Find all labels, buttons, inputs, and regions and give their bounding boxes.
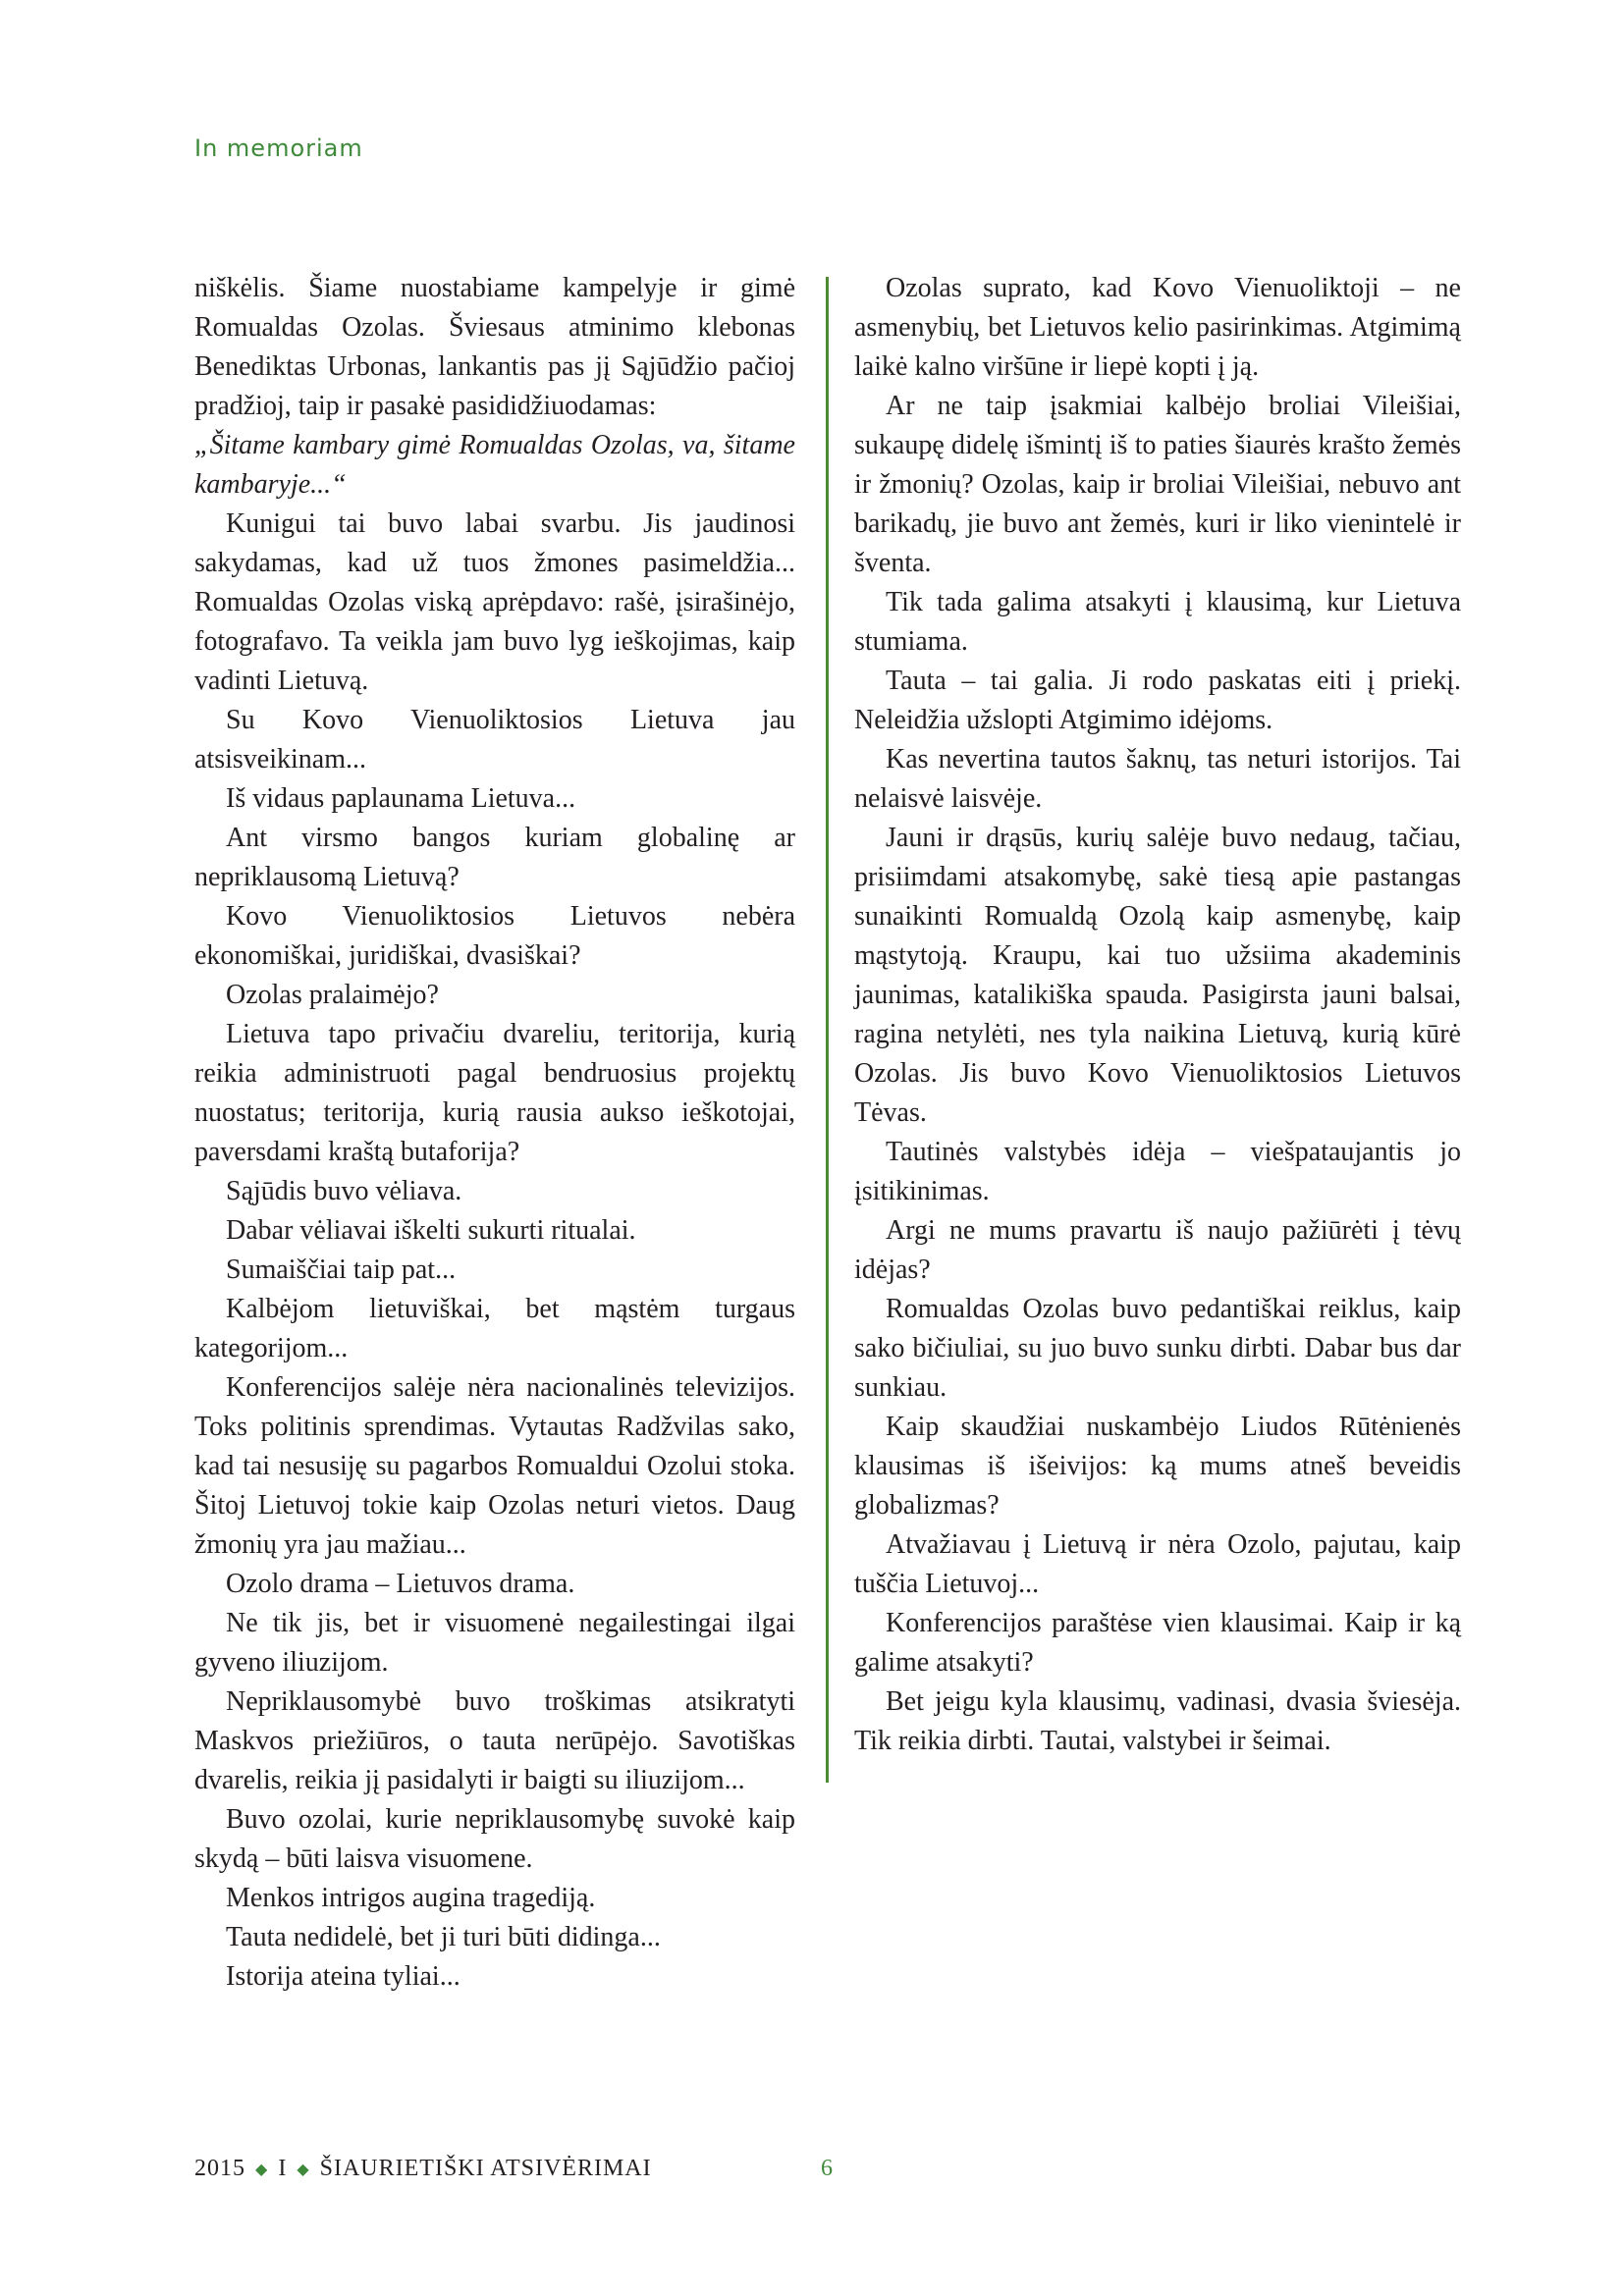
paragraph: Iš vidaus paplaunama Lietuva... xyxy=(226,783,576,814)
paragraph: Su Kovo Vienuoliktosios Lietuva jau atsisveikinam... xyxy=(194,705,795,774)
paragraph: Tauta nedidelė, bet ji turi būti didinga... xyxy=(226,1922,661,1952)
footer-year: 2015 xyxy=(194,2156,245,2181)
paragraph: Buvo ozolai, kurie nepriklausomybę suvokė kaip skydą – būti laisva visuomene. xyxy=(194,1804,795,1874)
paragraph: Ne tik jis, bet ir visuomenė negailestingai ilgai gyveno iliuzijom. xyxy=(194,1608,795,1678)
paragraph: Kovo Vienuoliktosios Lietuvos nebėra ekonomiškai, juridiškai, dvasiškai? xyxy=(194,901,795,971)
paragraph: Ozolas pralaimėjo? xyxy=(226,980,439,1010)
paragraph: Tik tada galima atsakyti į klausimą, kur Lietuva stumiama. xyxy=(854,587,1461,657)
paragraph: Romualdas Ozolas buvo pedantiškai reiklus, kaip sako bičiuliai, su juo buvo sunku dirbti. Dabar bus dar sunkiau. xyxy=(854,1294,1461,1403)
paragraph: Kaip skaudžiai nuskambėjo Liudos Rūtėnienės klausimas iš išeivijos: ką mums atneš beveidis globalizmas? xyxy=(854,1412,1461,1521)
diamond-icon: ◆ xyxy=(297,2161,310,2178)
paragraph: Ar ne taip įsakmiai kalbėjo broliai Vileišiai, sukaupę didelę išmintį iš to paties šiaurės krašto žemės ir žmonių? Ozolas, kaip ir broliai Vileišiai, nebuvo ant barikadų, jie buvo ant žemės, kuri ir liko vienintelė ir šventa. xyxy=(854,391,1461,578)
paragraph: Lietuva tapo privačiu dvareliu, teritorija, kurią reikia administruoti pagal bendruosius projektų nuostatus; teritorija, kurią rausia aukso ieškotojai, paversdami kraštą butaforija? xyxy=(194,1019,795,1167)
paragraph: Kas nevertina tautos šaknų, tas neturi istorijos. Tai nelaisvė laisvėje. xyxy=(854,744,1461,814)
left-text-column xyxy=(194,269,795,1997)
paragraph: Tauta – tai galia. Ji rodo paskatas eiti į priekį. Neleidžia užslopti Atgimimo idėjoms. xyxy=(854,666,1461,735)
footer-journal-title: ŠIAURIETIŠKI ATSIVĖRIMAI xyxy=(319,2156,652,2181)
paragraph: Sumaiščiai taip pat... xyxy=(226,1255,457,1285)
column-divider xyxy=(826,277,829,1783)
paragraph: Menkos intrigos augina tragediją. xyxy=(226,1883,596,1913)
diamond-icon: ◆ xyxy=(255,2161,269,2178)
paragraph: Istorija ateina tyliai... xyxy=(226,1961,460,1992)
paragraph: Dabar vėliavai iškelti sukurti ritualai. xyxy=(226,1215,636,1246)
paragraph: Nepriklausomybė buvo troškimas atsikratyti Maskvos priežiūros, o tauta nerūpėjo. Savotiškas dvarelis, reikia jį pasidalyti ir baigti su iliuzijom... xyxy=(194,1686,795,1795)
paragraph: Bet jeigu kyla klausimų, vadinasi, dvasia šviesėja. Tik reikia dirbti. Tautai, valstybei ir šeimai. xyxy=(854,1686,1461,1756)
section-header: In memoriam xyxy=(194,134,363,162)
paragraph: Kunigui tai buvo labai svarbu. Jis jaudinosi sakydamas, kad už tuos žmones pasimeldžia... Romualdas Ozolas viską aprėpdavo: rašė, įsirašinėjo, fotografavo. Ta veikla jam buvo lyg ieškojimas, kaip vadinti Lietuvą. xyxy=(194,508,795,696)
page-footer xyxy=(194,2156,834,2182)
page-number: 6 xyxy=(821,2156,834,2181)
paragraph: Kalbėjom lietuviškai, bet mąstėm turgaus kategorijom... xyxy=(194,1294,795,1363)
footer-issue: I xyxy=(278,2156,288,2181)
paragraph: Tautinės valstybės idėja – viešpataujantis jo įsitikinimas. xyxy=(854,1137,1461,1206)
paragraph: Ozolo drama – Lietuvos drama. xyxy=(226,1569,575,1599)
paragraph: „Šitame kambary gimė Romualdas Ozolas, va, šitame kambaryje...“ xyxy=(194,430,795,500)
paragraph: Konferencijos salėje nėra nacionalinės televizijos. Toks politinis sprendimas. Vytautas Radžvilas sako, kad tai nesusiję su pagarbos Romualdui Ozolui stoka. Šitoj Lietuvoj tokie kaip Ozolas neturi vietos. Daug žmonių yra jau mažiau... xyxy=(194,1372,795,1560)
paragraph: Ant virsmo bangos kuriam globalinę ar nepriklausomą Lietuvą? xyxy=(194,823,795,892)
paragraph: niškėlis. Šiame nuostabiame kampelyje ir gimė Romualdas Ozolas. Šviesaus atminimo klebonas Benediktas Urbonas, lankantis pas jį Sąjūdžio pačioj pradžioj, taip ir pasakė pasididžiuodamas: xyxy=(194,273,795,421)
paragraph: Jauni ir drąsūs, kurių salėje buvo nedaug, tačiau, prisiimdami atsakomybę, sakė tiesą apie pastangas sunaikinti Romualdą Ozolą kaip asmenybę, kaip mąstytoją. Kraupu, kai tuo užsiima akademinis jaunimas, katalikiška spauda. Pasigirsta jauni balsai, ragina netylėti, nes tyla naikina Lietuvą, kurią kūrė Ozolas. Jis buvo Kovo Vienuoliktosios Lietuvos Tėvas. xyxy=(854,823,1461,1128)
paragraph: Konferencijos paraštėse vien klausimai. Kaip ir ką galime atsakyti? xyxy=(854,1608,1461,1678)
right-text-column xyxy=(854,269,1461,1761)
paragraph: Argi ne mums pravartu iš naujo pažiūrėti į tėvų idėjas? xyxy=(854,1215,1461,1285)
paragraph: Atvažiavau į Lietuvą ir nėra Ozolo, pajutau, kaip tuščia Lietuvoj... xyxy=(854,1529,1461,1599)
paragraph: Sąjūdis buvo vėliava. xyxy=(226,1176,462,1206)
paragraph: Ozolas suprato, kad Kovo Vienuoliktoji – ne asmenybių, bet Lietuvos kelio pasirinkimas. Atgimimą laikė kalno viršūne ir liepė kopti į ją. xyxy=(854,273,1461,382)
